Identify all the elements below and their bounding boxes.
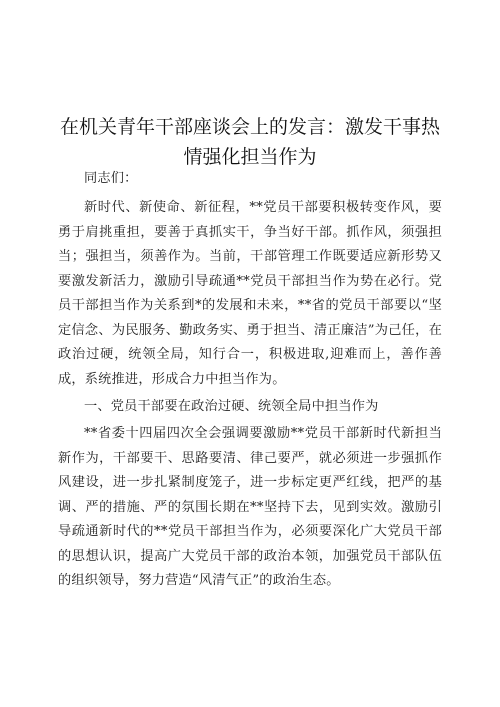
title-line-2: 情强化担当作为: [183, 146, 317, 168]
title-line-1: 在机关青年干部座谈会上的发言：激发干事热: [59, 116, 440, 138]
section-heading-1: 一、党员干部要在政治过硬、统领全局中担当作为: [84, 399, 379, 414]
paragraph-intro: 新时代、新使命、新征程，**党员干部要积极转变作风，要勇于肩挑重担，要善于真抓实干，争当好干部。抓作风，须强担当；强担当，须善作为。当前，干部管理工作既要适应新形势又要激发新活力，激励引导疏通**党员干部担当作为势在必行。党员干部担当作为关系到*的发展和未来，**省的党员干部要以“坚定信念、为民服务、勤政务实、勇于担当、清正廉洁”为己任，在政治过硬，统领全局，知行合一，积极进取,迎难而上，善作善成，系统推进，形成合力中担当作为。: [58, 200, 442, 387]
paragraph-section-1: **省委十四届四次全会强调要激励**党员干部新时代新担当新作为，干部要干、思路要清、律己要严，就必须进一步强抓作风建设，进一步扎紧制度笼子，进一步标定更严红线，把严的基调、严的措施、严的氛围长期在**坚持下去，见到实效。激励引导疏通新时代的**党员干部担当作为，必须要深化广大党员干部的思想认识，提高广大党员干部的政治本领，加强党员干部队伍的组织领导，努力营造“风清气正”的政治生态。: [58, 426, 442, 588]
salutation: 同志们：: [84, 171, 138, 186]
document-title: [40, 112, 460, 172]
